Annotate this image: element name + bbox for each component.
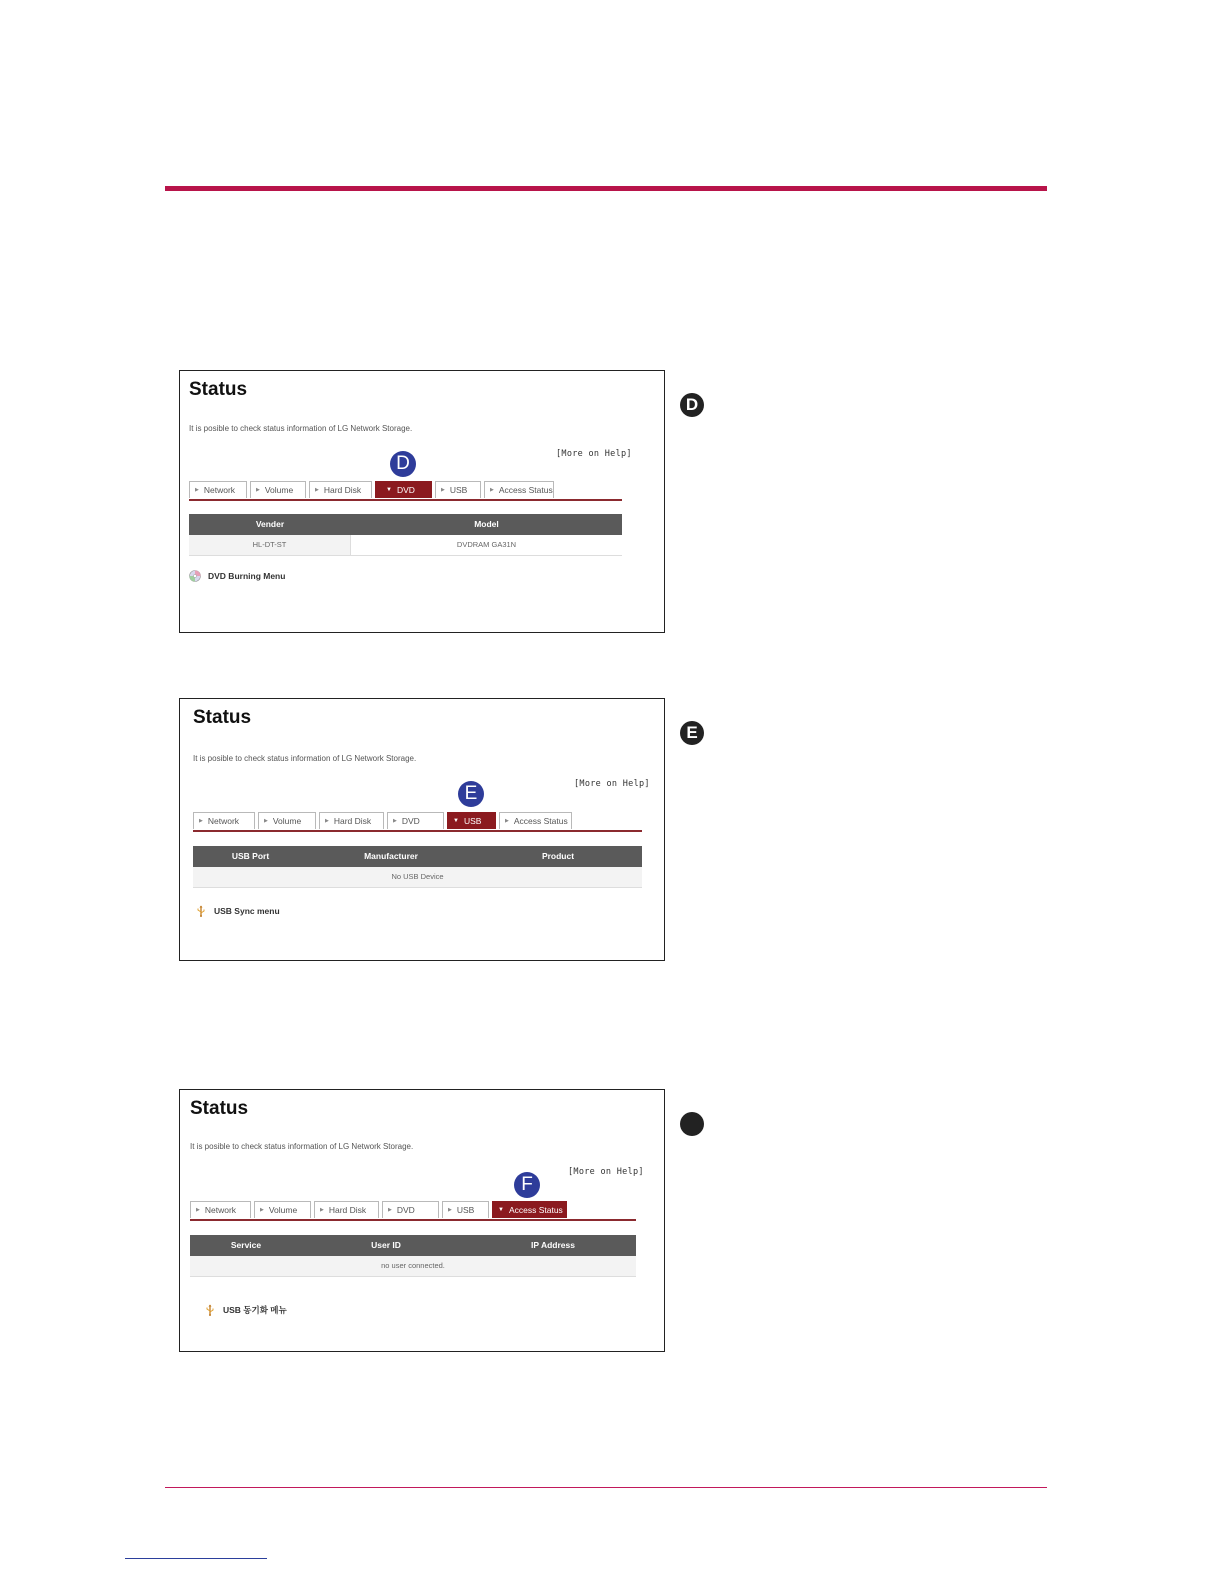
tab-network[interactable]: ▶ Network [193,812,255,829]
column-header: Vender [255,519,285,529]
table-header [189,514,622,535]
tab-volume[interactable]: ▶ Volume [254,1201,311,1218]
bottom-rule [165,1487,1047,1488]
status-panel-access-status [179,1089,665,1352]
top-accent-rule [165,186,1047,191]
tab-volume[interactable]: ▶ Volume [250,481,306,498]
column-header: Model [474,519,499,529]
page-description: It is posible to check status information of LG Network Storage. [189,424,413,433]
arrow-right-icon: ▶ [448,1207,452,1213]
usb-sync-menu-link[interactable]: USB Sync menu [195,905,280,917]
arrow-right-icon: ▶ [195,487,199,493]
more-on-help-link[interactable]: [More on Help] [568,1167,644,1177]
dvd-burning-menu-link[interactable]: DVD Burning Menu [189,570,285,582]
arrow-right-icon: ▶ [256,487,260,493]
column-header: Service [230,1240,262,1250]
arrow-right-icon: ▶ [325,818,329,824]
page-title: Status [193,707,252,728]
callout-marker-e: E [458,781,484,807]
callout-marker-d: D [390,451,416,477]
more-on-help-link[interactable]: [More on Help] [574,779,650,789]
page-description: It is posible to check status information of LG Network Storage. [193,754,417,763]
arrow-right-icon: ▶ [393,818,397,824]
footer-link-underline [125,1558,267,1559]
column-header: IP Address [531,1240,575,1250]
tab-network[interactable]: ▶ Network [190,1201,251,1218]
usb-icon [195,905,207,917]
more-on-help-link[interactable]: [More on Help] [556,449,632,459]
column-header: Product [541,851,575,861]
tab-usb[interactable]: ▼ USB [447,812,496,829]
status-tabs [189,481,622,499]
tab-access-status[interactable]: ▶ Access Status [499,812,572,829]
column-header: USB Port [231,851,270,861]
arrow-right-icon: ▶ [388,1207,392,1213]
arrow-right-icon: ▶ [490,487,494,493]
tab-dvd[interactable]: ▼ DVD [375,481,432,498]
tab-usb[interactable]: ▶ USB [435,481,481,498]
arrow-right-icon: ▶ [441,487,445,493]
status-panel-dvd [179,370,665,633]
status-tabs [190,1201,636,1219]
arrow-right-icon: ▶ [264,818,268,824]
tab-access-status[interactable]: ▶ Access Status [484,481,554,498]
page-title: Status [189,379,248,400]
arrow-down-icon: ▼ [386,487,392,493]
arrow-right-icon: ▶ [260,1207,264,1213]
tab-hard-disk[interactable]: ▶ Hard Disk [319,812,384,829]
page-title: Status [190,1098,249,1119]
page-description: It is posible to check status information of LG Network Storage. [190,1142,414,1151]
tab-underline [190,1219,636,1221]
status-panel-usb [179,698,665,961]
column-header: User ID [371,1240,401,1250]
arrow-down-icon: ▼ [498,1207,504,1213]
usb-icon [204,1304,216,1316]
status-tabs [193,812,642,830]
tab-usb[interactable]: ▶ USB [442,1201,489,1218]
tab-volume[interactable]: ▶ Volume [258,812,316,829]
table-cell: HL-DT-ST [189,535,351,555]
side-marker-f [680,1112,704,1136]
arrow-right-icon: ▶ [505,818,509,824]
tab-network[interactable]: ▶ Network [189,481,247,498]
tab-underline [189,499,622,501]
side-marker-d: D [680,393,704,417]
side-marker-e: E [680,721,704,745]
table-row [193,867,642,888]
tab-dvd[interactable]: ▶ DVD [387,812,444,829]
table-cell: no user connected. [381,1261,445,1270]
arrow-right-icon: ▶ [320,1207,324,1213]
table-header [193,846,642,867]
column-header: Manufacturer [364,851,418,861]
tab-underline [193,830,642,832]
callout-marker-f: F [514,1172,540,1198]
table-row [189,535,622,556]
tab-hard-disk[interactable]: ▶ Hard Disk [309,481,372,498]
table-row [190,1256,636,1277]
table-cell: DVDRAM GA31N [456,540,517,549]
disc-icon [189,570,201,582]
tab-hard-disk[interactable]: ▶ Hard Disk [314,1201,379,1218]
table-header [190,1235,636,1256]
tab-access-status[interactable]: ▼ Access Status [492,1201,567,1218]
arrow-right-icon: ▶ [199,818,203,824]
arrow-down-icon: ▼ [453,818,459,824]
table-cell: No USB Device [391,872,444,881]
arrow-right-icon: ▶ [196,1207,200,1213]
arrow-right-icon: ▶ [315,487,319,493]
usb-sync-menu-link[interactable]: USB 동기화 메뉴 [204,1304,287,1316]
tab-dvd[interactable]: ▶ DVD [382,1201,439,1218]
